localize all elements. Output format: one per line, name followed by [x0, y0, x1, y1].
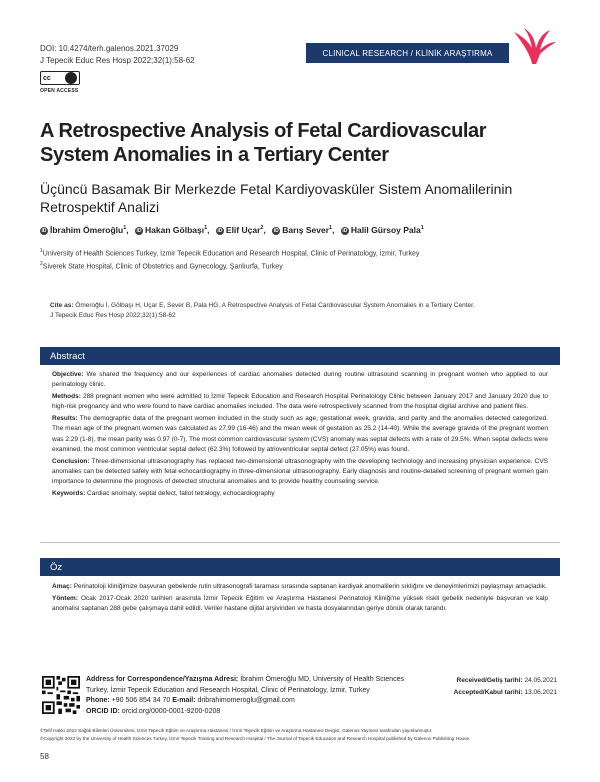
journal-logo-icon: [510, 26, 558, 66]
orcid-icon[interactable]: iD: [41, 227, 47, 234]
open-access-label: OPEN ACCESS: [40, 88, 79, 94]
article-title: A Retrospective Analysis of Fetal Cardiovascular System Anomalies in a Tertiary Center: [40, 120, 487, 166]
affiliation: $^1$University of Health Sciences Turkey, İzmir Tepecik Education and Research Hospital, Clinic of Perinatology, İzmir, Turkey: [40, 248, 420, 258]
abstract-conclusion: Conclusion: Three-dimensional ultrasonography has replaced two-dimensional ultrasonography with the developing technology and increasing physician experience. CVS anomalies can be detected safely with fetal echocardiography in three-dimensional ultrasonography. Early diagnosis and routine-detailed screening of pregnant women gain importance to determine the prognosis of detected structural anomalies and to provide healthy counseling service.: [52, 457, 548, 486]
correspondence: Address for Correspondence/Yazışma Adresi: İbrahim Ömeroğlu MD, University of Health Sciences Turkey, İzmir Tepecik Education and Research Hospital, Clinic of Perinatology, İzmir, Turkey Phone: +90 506 854 34 70 E-mail: dribrahimomeroglu@gmail.com ORCID ID: orcid.org/0000-0001-9200-0208: [86, 676, 404, 715]
cite-text: Ömeroğlu İ, Gölbaşı H, Uçar E, Sever B, Pala HG. A Retrospective Analysis of Fetal Cardiovascular System Anomalies in a Tertiary Center.: [75, 302, 475, 309]
affiliation: $^2$Siverek State Hospital, Clinic of Obstetrics and Gynecology, Şanlıurfa, Turkey: [40, 261, 283, 271]
doi[interactable]: DOI: 10.4274/terh.galenos.2021.37029: [40, 44, 179, 53]
abstract-objective: Objective: We shared the frequency and our experiences of cardiac anomalies detected during routine ultrasound scanning in pregnant women who applied to our perinatology clinic.: [52, 371, 548, 389]
abstract-body: [40, 370, 560, 501]
cite-label: Cite as:: [50, 302, 74, 309]
email-link[interactable]: dribrahimomeroglu@gmail.com: [197, 697, 295, 704]
orcid-icon[interactable]: iD: [273, 227, 279, 234]
author[interactable]: iD İbrahim Ömeroğlu$^1$,: [41, 225, 129, 235]
oz-heading: Öz: [40, 558, 560, 576]
citation-box: [40, 294, 560, 327]
orcid-link[interactable]: orcid.org/0000-0001-9200-0208: [121, 707, 221, 715]
orcid-icon[interactable]: iD: [136, 227, 142, 234]
affiliations: [40, 246, 419, 273]
article-subtitle: Üçüncü Basamak Bir Merkezde Fetal Kardiyovasküler Sistem Anomalilerinin Retrospektif Analizi: [40, 181, 513, 215]
journal-reference: J Tepecik Educ Res Hosp 2022;32(1):58-62: [40, 56, 195, 65]
orcid-icon[interactable]: iD: [217, 227, 223, 234]
divider: [40, 542, 560, 543]
cite-journal: J Tepecik Educ Res Hosp 2022;32(1):58-62: [50, 312, 176, 319]
orcid-icon[interactable]: iD: [342, 227, 348, 234]
page-number: 58: [40, 752, 49, 761]
cc-label: cc: [43, 74, 51, 82]
category-banner: CLINICAL RESEARCH / KLİNİK ARAŞTIRMA: [306, 43, 509, 63]
creative-commons-icon: [40, 71, 80, 85]
author[interactable]: iD Elif Uçar$^2$,: [217, 225, 266, 235]
open-access-badge: [40, 71, 84, 94]
copyright: ©Telif Hakkı 2022 Sağlık Bilimleri Üniversitesi, İzmir Tepecik Eğitim ve Araştırma Hastanesi / İzmir Tepecik Eğitim ve Araştırma Hastanesi Dergisi, Galenos Yayınevi tarafından yayınlanmıştır. ©Copyright 2022 by the University of Health Sciences Turkey, İzmir Tepecik Training and Research Hospital / The Journal of Tepecik Education and Research Hospital published by Galenos Publishing House.: [40, 728, 471, 741]
abstract-results: Results: The demographic data of the pregnant women included in the study such as age, gestational week, gravida, and parity and the anomalies detected categorized. The mean age of the pregnant women was calculated as 27.99 (16-46) and the mean week of gestation as 25.2 (14-40). While the average gravida of the pregnant women was 2.29 (1-8), the mean parity was 0.97 (0-7). The most common cardiovascular system (CVS) anomaly was septal defects with a rate of 29.5%. When septal defects were examined, the most common ventricular septal defect (62.3%) followed by atrioventricular septal defect (27.05%) was found.: [52, 415, 548, 454]
abstract-keywords: Keywords: Cardiac anomaly, septal defect, fallot tetralogy, echocardiography: [52, 490, 275, 498]
doi-block: [40, 43, 195, 67]
oz-amac: Amaç: Perinatoloji kliniğimize başvuran gebelerde rutin ultrasonografi taraması sırasında saptanan kardiyak anomalilerin sıklığını ve deneyimlerimizi paylaşmayı amaçladık.: [52, 583, 547, 590]
abstract-methods: Methods: 288 pregnant women who were admitted to İzmir Tepecik Education and Research Hospital Perinatology Clinic between January 2017 and January 2020 due to high-risk pregnancy and who were found to have cardiac anomalies included. The data were retrospectively scanned from the hospital digital archive and patient files.: [52, 393, 548, 411]
oz-yontem: Yöntem: Ocak 2017-Ocak 2020 tarihleri arasında İzmir Tepecik Eğitim ve Araştırma Hastanesi Perinatoloji Kliniği'ne yüksek riskli gebelik nedeniyle başvuran ve kalp anomalisi saptanan 288 gebe çalışmaya dahil edildi. Veriler hastane dijital arşivinden ve hasta dosyalarından geriye dönük olarak tarandı.: [52, 594, 549, 613]
dates: [420, 675, 557, 699]
phone: +90 506 854 34 70: [111, 697, 171, 704]
author-list: [40, 225, 560, 235]
author[interactable]: iD Hakan Gölbaşı$^1$,: [136, 225, 210, 235]
oz-body: [40, 582, 560, 616]
author[interactable]: iD Halil Gürsoy Pala$^1$: [342, 225, 424, 235]
abstract-heading: Abstract: [40, 347, 560, 365]
received-date: Received/Geliş tarihi: 24.05.2021: [456, 677, 557, 684]
by-icon: [65, 72, 77, 84]
accepted-date: Accepted/Kabul tarihi: 13.06.2021: [453, 689, 557, 696]
qr-code-icon[interactable]: [42, 676, 80, 714]
author[interactable]: iD Barış Sever$^1$,: [273, 225, 335, 235]
